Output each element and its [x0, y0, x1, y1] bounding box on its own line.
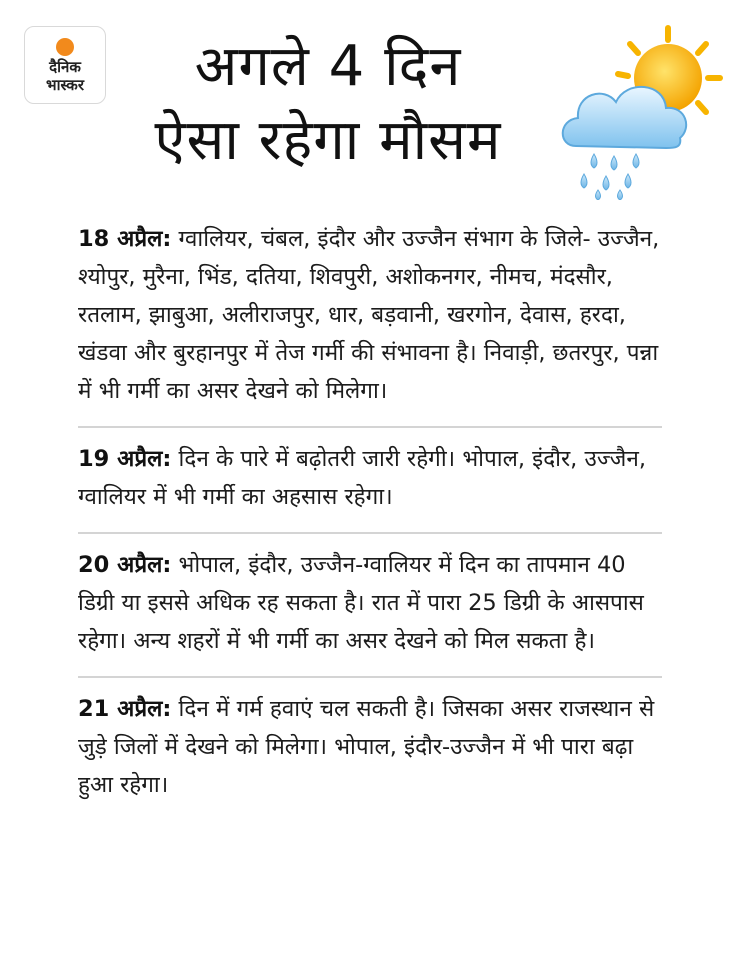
forecast-date: 19 अप्रैल: — [78, 446, 172, 472]
title-line2: ऐसा रहेगा मौसम — [154, 108, 502, 173]
forecast-text: दिन के पारे में बढ़ोतरी जारी रहेगी। भोपाल, इंदौर, उज्जैन, ग्वालियर में भी गर्मी का अहसास रहेगा। — [78, 446, 647, 510]
title-line1: अगले 4 दिन — [194, 34, 462, 99]
dainik-bhaskar-logo — [24, 26, 106, 104]
logo-text-line1: दैनिक — [49, 58, 81, 76]
logo-sun-icon — [56, 38, 74, 56]
forecast-text: भोपाल, इंदौर, उज्जैन-ग्वालियर में दिन का तापमान 40 डिग्री या इससे अधिक रह सकता है। रात में पारा 25 डिग्री के आसपास रहेगा। अन्य शहरों में भी गर्मी का असर देखने को मिल सकता है। — [78, 552, 644, 654]
forecast-item — [78, 678, 662, 820]
sun-behind-rain-cloud-icon — [556, 24, 724, 200]
forecast-text: ग्वालियर, चंबल, इंदौर और उज्जैन संभाग के जिले- उज्जैन, श्योपुर, मुरैना, भिंड, दतिया, शिवपुरी, अशोकनगर, नीमच, मंदसौर, रतलाम, झाबुआ, अलीराजपुर, धार, बड़वानी, खरगोन, देवास, हरदा, खंडवा और बुरहानपुर में तेज गर्मी की संभावना है। निवाड़ी, छतरपुर, पन्ना में भी गर्मी का असर देखने को मिलेगा। — [78, 226, 660, 404]
page-title — [108, 30, 548, 178]
forecast-item — [78, 220, 662, 428]
forecast-item — [78, 428, 662, 534]
forecast-text: दिन में गर्म हवाएं चल सकती है। जिसका असर राजस्थान से जुड़े जिलों में देखने को मिलेगा। भोपाल, इंदौर-उज्जैन में भी पारा बढ़ा हुआ रहेगा। — [78, 696, 655, 798]
logo-text-line2: भास्कर — [46, 76, 84, 94]
forecast-date: 20 अप्रैल: — [78, 552, 172, 578]
forecast-list — [78, 220, 662, 820]
forecast-date: 21 अप्रैल: — [78, 696, 172, 722]
forecast-date: 18 अप्रैल: — [78, 226, 172, 252]
forecast-item — [78, 534, 662, 678]
